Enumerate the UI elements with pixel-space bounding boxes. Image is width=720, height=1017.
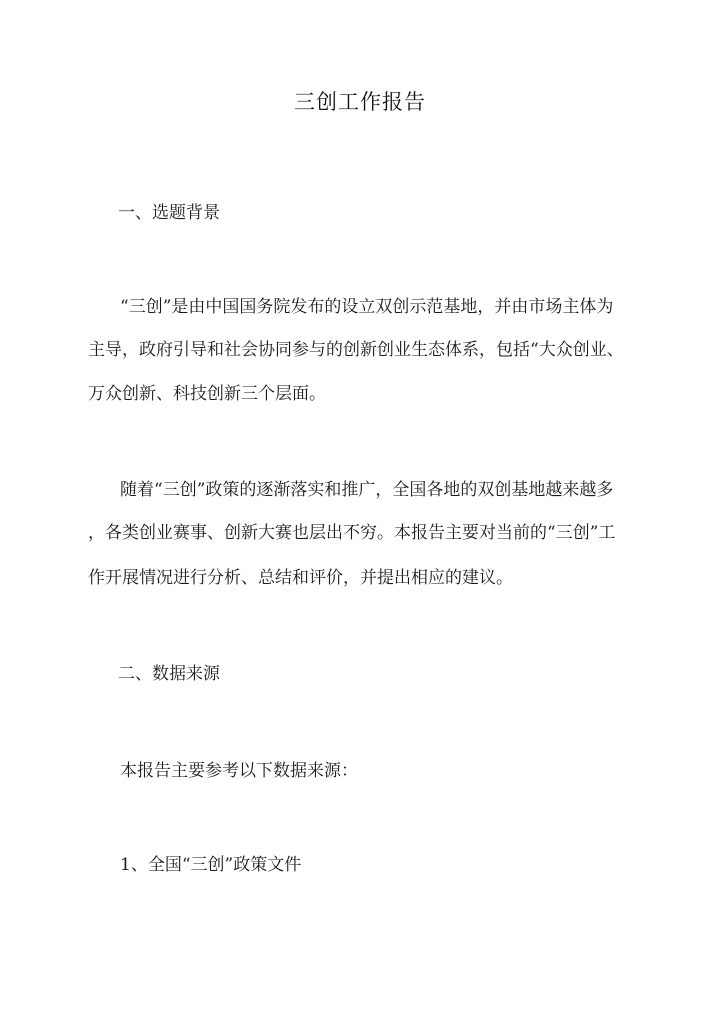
data-source-item: 1、全国“三创”政策文件 [120,855,302,875]
document-title: 三创工作报告 [294,90,426,114]
paragraph-line: 作开展情况进行分析、总结和评价，并提出相应的建议。 [88,568,513,588]
paragraph-line: 随着“三创”政策的逐渐落实和推广，全国各地的双创基地越来越多 [120,480,614,500]
section-heading-data-sources: 二、数据来源 [118,664,220,684]
data-sources-intro: 本报告主要参考以下数据来源： [120,761,358,781]
section-heading-background: 一、选题背景 [118,203,220,223]
paragraph-line: 万众创新、科技创新三个层面。 [88,384,326,404]
paragraph-line: ，各类创业赛事、创新大赛也层出不穷。本报告主要对当前的“三创”工 [88,523,616,543]
paragraph-line: “三创”是由中国国务院发布的设立双创示范基地，并由市场主体为 [120,297,614,317]
paragraph-line: 主导，政府引导和社会协同参与的创新创业生态体系，包括“大众创业、 [88,340,624,360]
